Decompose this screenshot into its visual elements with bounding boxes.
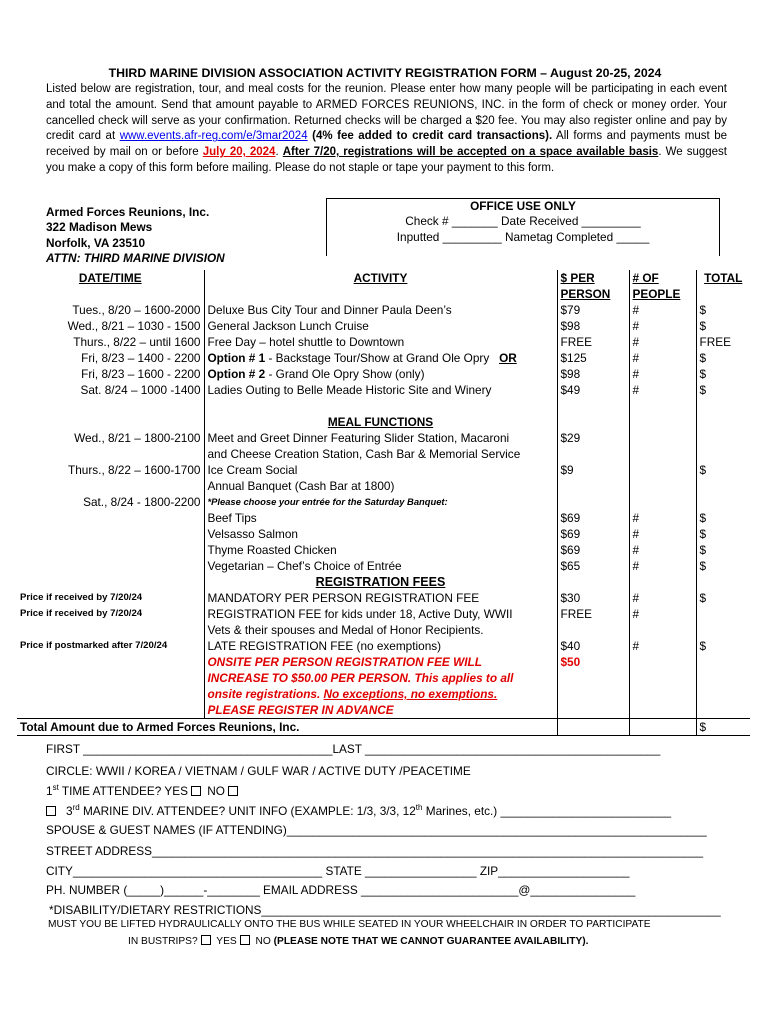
address-line-4: ATTN: THIRD MARINE DIVISION <box>46 251 225 266</box>
table-row <box>17 590 750 606</box>
fee-count-field[interactable]: # <box>629 638 696 654</box>
unit-text-2: MARINE DIV. ATTENDEE? UNIT INFO (EXAMPLE: 1/3, 3/3, 12 <box>79 803 416 818</box>
fee-description: MANDATORY PER PERSON REGISTRATION FEE <box>204 590 557 606</box>
unit-text: 3 <box>66 803 73 818</box>
table-row <box>17 542 750 558</box>
intro-text-2: All forms and payments must be received by mail on or before <box>46 130 728 159</box>
fee-total-field[interactable]: $ <box>696 590 750 606</box>
meal-price: $9 <box>557 462 629 478</box>
meal-total-field[interactable] <box>696 430 750 446</box>
entree-count-field[interactable]: # <box>629 510 696 526</box>
meal-functions-heading: MEAL FUNCTIONS <box>204 414 557 430</box>
intro-text: Listed below are registration, tour, and meal costs for the reunion. Please enter how many people will be participating in each event and total the amount. Send that amount payable to ARMED FORCES REUNIONS, INC. in the form of check or money order. Your cancelled check will serve as your confirmation. Returned checks will be charged a $20 fee. You may also register online and pay by credit card at <box>46 83 727 143</box>
first-time-no-checkbox[interactable] <box>228 786 238 796</box>
meal-activity-cont: and Cheese Creation Station, Cash Bar & Memorial Service <box>204 446 557 462</box>
tour-price: $98 <box>557 366 629 382</box>
fee-price: $30 <box>557 590 629 606</box>
address-line-2: 322 Madison Mews <box>46 220 153 235</box>
banquet-note: *Please choose your entrée for the Saturday Banquet: <box>204 494 557 510</box>
table-row <box>17 638 750 654</box>
onsite-notice: ONSITE PER PERSON REGISTRATION FEE WILL <box>204 654 557 670</box>
no-label: NO <box>252 936 271 947</box>
entree-price: $69 <box>557 510 629 526</box>
onsite-notice-3 <box>204 686 557 702</box>
onsite-text: onsite registrations. <box>207 687 324 701</box>
entree-total-field[interactable]: $ <box>696 542 750 558</box>
fee-note: (4% fee added to credit card transactions). <box>307 130 553 143</box>
first-time-text: 1 <box>46 783 53 798</box>
tour-activity: General Jackson Lunch Cruise <box>204 318 557 334</box>
tour-date: Sat. 8/24 – 1000 -1400 <box>80 383 201 397</box>
table-row <box>17 526 750 542</box>
bus-no-checkbox[interactable] <box>240 935 250 945</box>
unit-info-row <box>46 803 671 818</box>
header-date: DATE/TIME <box>78 271 142 285</box>
entree-total-field[interactable]: $ <box>696 558 750 574</box>
tour-activity: Free Day – hotel shuttle to Downtown <box>204 334 557 350</box>
spouse-guest-field[interactable]: SPOUSE & GUEST NAMES (IF ATTENDING)________________________________________________________________ <box>46 823 707 837</box>
table-row <box>17 622 750 638</box>
table-row <box>17 558 750 574</box>
option-label: Option # 2 <box>207 367 266 381</box>
tour-count-field[interactable]: # <box>629 366 696 382</box>
tour-date: Fri, 8/23 – 1600 - 2200 <box>81 367 201 381</box>
table-row <box>17 318 750 334</box>
unit-info-field[interactable]: Marines, etc.) __________________________ <box>422 803 672 818</box>
header-count: # OF PEOPLE <box>629 270 696 302</box>
street-address-field[interactable]: STREET ADDRESS____________________________________________________________________________________ <box>46 844 704 858</box>
intro-text-3: . <box>275 146 283 159</box>
fee-total-field[interactable]: $ <box>696 638 750 654</box>
tour-date: Tues., 8/20 – 1600-2000 <box>72 303 201 317</box>
meal-total-field[interactable]: $ <box>696 462 750 478</box>
table-header <box>17 270 750 302</box>
banquet-label: Annual Banquet (Cash Bar at 1800) <box>204 478 557 494</box>
tour-count-field[interactable]: # <box>629 382 696 398</box>
bus-yes-checkbox[interactable] <box>201 935 211 945</box>
header-activity: ACTIVITY <box>204 270 557 302</box>
fee-price: FREE <box>557 606 629 622</box>
office-use-box <box>326 198 720 256</box>
tour-price: $79 <box>557 302 629 318</box>
table-row <box>17 302 750 318</box>
table-row <box>17 654 750 670</box>
form-title: THIRD MARINE DIVISION ASSOCIATION ACTIVITY REGISTRATION FORM – August 20-25, 2024 <box>108 66 662 80</box>
fee-description-cont: Vets & their spouses and Medal of Honor Recipients. <box>204 622 557 638</box>
unit-attendee-checkbox[interactable] <box>46 806 56 816</box>
tour-date: Thurs., 8/22 – until 1600 <box>73 335 201 349</box>
option-text: - Grand Ole Opry Show (only) <box>265 367 425 381</box>
table-row <box>17 686 750 702</box>
tour-activity <box>204 350 557 366</box>
table-row <box>17 478 750 494</box>
first-time-text-2: TIME ATTENDEE? YES <box>58 783 188 798</box>
entree-count-field[interactable]: # <box>629 542 696 558</box>
onsite-notice-4: PLEASE REGISTER IN ADVANCE <box>204 702 557 719</box>
fee-description: LATE REGISTRATION FEE (no exemptions) <box>204 638 557 654</box>
tour-count-field[interactable]: # <box>629 350 696 366</box>
tour-total-field[interactable]: $ <box>696 350 750 366</box>
tour-price: $49 <box>557 382 629 398</box>
registration-link[interactable]: www.events.afr-reg.com/e/3mar2024 <box>119 130 308 143</box>
fee-count-field[interactable]: # <box>629 606 696 622</box>
table-row <box>17 430 750 446</box>
after-deadline-note: After 7/20, registrations will be accepted on a space available basis <box>282 146 659 159</box>
table-row <box>17 398 750 414</box>
fee-count-field[interactable]: # <box>629 590 696 606</box>
onsite-notice-2: INCREASE TO $50.00 PER PERSON. This applies to all <box>204 670 557 686</box>
activity-table <box>17 270 750 736</box>
city-state-zip-field[interactable]: CITY______________________________________ STATE _________________ ZIP____________________ <box>46 864 630 878</box>
table-row <box>17 446 750 462</box>
office-use-line-2: Inputted _________ Nametag Completed _____ <box>396 229 650 244</box>
entree-name: Beef Tips <box>204 510 557 526</box>
bus-text: IN BUSTRIPS? <box>128 936 198 947</box>
entree-price: $65 <box>557 558 629 574</box>
grand-total-field[interactable]: $ <box>696 719 750 736</box>
table-row <box>17 670 750 686</box>
table-row <box>17 350 750 366</box>
table-row <box>17 494 750 510</box>
table-row <box>17 510 750 526</box>
service-era-field[interactable]: CIRCLE: WWII / KOREA / VIETNAM / GULF WAR / ACTIVE DUTY /PEACETIME <box>46 764 471 778</box>
meal-count-field[interactable] <box>629 430 696 446</box>
first-time-yes-checkbox[interactable] <box>191 786 201 796</box>
tour-date: Fri, 8/23 – 1400 - 2200 <box>81 351 201 365</box>
phone-email-field[interactable]: PH. NUMBER (_____)______-________ EMAIL ADDRESS ________________________@________________ <box>46 883 636 897</box>
meal-activity: Meet and Greet Dinner Featuring Slider Station, Macaroni <box>204 430 557 446</box>
table-row <box>17 606 750 622</box>
onsite-no-exceptions: No exceptions, no exemptions. <box>323 687 498 701</box>
tour-total-field: FREE <box>696 334 750 350</box>
fee-date-label: Price if received by 7/20/24 <box>20 592 143 603</box>
fee-description: REGISTRATION FEE for kids under 18, Active Duty, WWII <box>204 606 557 622</box>
tour-price: $98 <box>557 318 629 334</box>
registration-fees-heading: REGISTRATION FEES <box>204 574 557 590</box>
tour-activity <box>204 366 557 382</box>
intro-paragraph <box>46 82 727 177</box>
tour-total-field[interactable]: $ <box>696 318 750 334</box>
banquet-date: Sat., 8/24 - 1800-2200 <box>83 495 201 509</box>
superscript: rd <box>72 803 80 812</box>
or-label: OR <box>499 351 517 365</box>
onsite-price: $50 <box>557 654 629 670</box>
tour-total-field[interactable]: $ <box>696 382 750 398</box>
tour-activity: Ladies Outing to Belle Meade Historic Site and Winery <box>204 382 557 398</box>
address-line-1: Armed Forces Reunions, Inc. <box>46 205 210 219</box>
office-use-title: OFFICE USE ONLY <box>470 199 576 213</box>
superscript: th <box>415 803 423 812</box>
entree-price: $69 <box>557 542 629 558</box>
total-row <box>17 719 750 736</box>
address-line-3: Norfolk, VA 23510 <box>46 235 146 250</box>
tour-date: Wed., 8/21 – 1030 - 1500 <box>67 319 201 333</box>
header-price: $ PER PERSON <box>557 270 629 302</box>
entree-count-field[interactable]: # <box>629 526 696 542</box>
table-row <box>17 334 750 350</box>
intro-text-4: . We suggest you make a copy of this form before mailing. Please do not staple or tape your payment to this form. <box>46 146 727 174</box>
table-row <box>17 462 750 478</box>
table-row <box>17 414 750 430</box>
meal-date: Wed., 8/21 – 1800-2100 <box>74 431 201 445</box>
entree-name: Thyme Roasted Chicken <box>204 542 557 558</box>
entree-count-field[interactable]: # <box>629 558 696 574</box>
disability-field[interactable]: *DISABILITY/DIETARY RESTRICTIONS______________________________________________________________________ <box>49 903 721 917</box>
mailing-address <box>46 205 225 267</box>
fee-total-field <box>696 606 750 622</box>
fee-date-label: Price if received by 7/20/24 <box>20 608 143 619</box>
header-total: TOTAL <box>696 270 750 302</box>
meal-activity: Ice Cream Social <box>204 462 557 478</box>
tour-count-field[interactable]: # <box>629 334 696 350</box>
fee-price: $40 <box>557 638 629 654</box>
table-row <box>17 382 750 398</box>
meal-date: Thurs., 8/22 – 1600-1700 <box>68 463 201 477</box>
meal-price: $29 <box>557 430 629 446</box>
entree-name: Velsasso Salmon <box>204 526 557 542</box>
table-row <box>17 366 750 382</box>
entree-name: Vegetarian – Chef’s Choice of Entrée <box>204 558 557 574</box>
superscript: st <box>52 783 59 792</box>
office-use-line-1: Check # _______ Date Received _________ <box>405 214 641 229</box>
entree-total-field[interactable]: $ <box>696 510 750 526</box>
tour-total-field[interactable]: $ <box>696 366 750 382</box>
name-field[interactable]: FIRST ______________________________________LAST _____________________________________________ <box>46 742 661 756</box>
deadline-date: July 20, 2024 <box>202 146 276 159</box>
availability-note: (PLEASE NOTE THAT WE CANNOT GUARANTEE AVAILABILITY). <box>270 936 589 947</box>
entree-total-field[interactable]: $ <box>696 526 750 542</box>
fee-date-label: Price if postmarked after 7/20/24 <box>20 640 168 651</box>
tour-count-field[interactable]: # <box>629 318 696 334</box>
bus-lift-answer-row <box>128 935 588 947</box>
tour-price: FREE <box>557 334 629 350</box>
tour-count-field[interactable]: # <box>629 302 696 318</box>
tour-activity: Deluxe Bus City Tour and Dinner Paula Deen’s <box>204 302 557 318</box>
tour-price: $125 <box>557 350 629 366</box>
no-label: NO <box>203 783 225 798</box>
option-label: Option # 1 <box>207 351 266 365</box>
table-row <box>17 574 750 590</box>
first-time-attendee-row <box>46 783 241 798</box>
meal-count-field[interactable] <box>629 462 696 478</box>
yes-label: YES <box>213 936 237 947</box>
total-label: Total Amount due to Armed Forces Reunions, Inc. <box>17 719 557 736</box>
entree-price: $69 <box>557 526 629 542</box>
table-row <box>17 702 750 719</box>
bus-lift-question: MUST YOU BE LIFTED HYDRAULICALLY ONTO THE BUS WHILE SEATED IN YOUR WHEELCHAIR IN ORDER TO PARTICIPATE <box>48 919 651 930</box>
option-text: - Backstage Tour/Show at Grand Ole Opry <box>265 351 490 365</box>
tour-total-field[interactable]: $ <box>696 302 750 318</box>
